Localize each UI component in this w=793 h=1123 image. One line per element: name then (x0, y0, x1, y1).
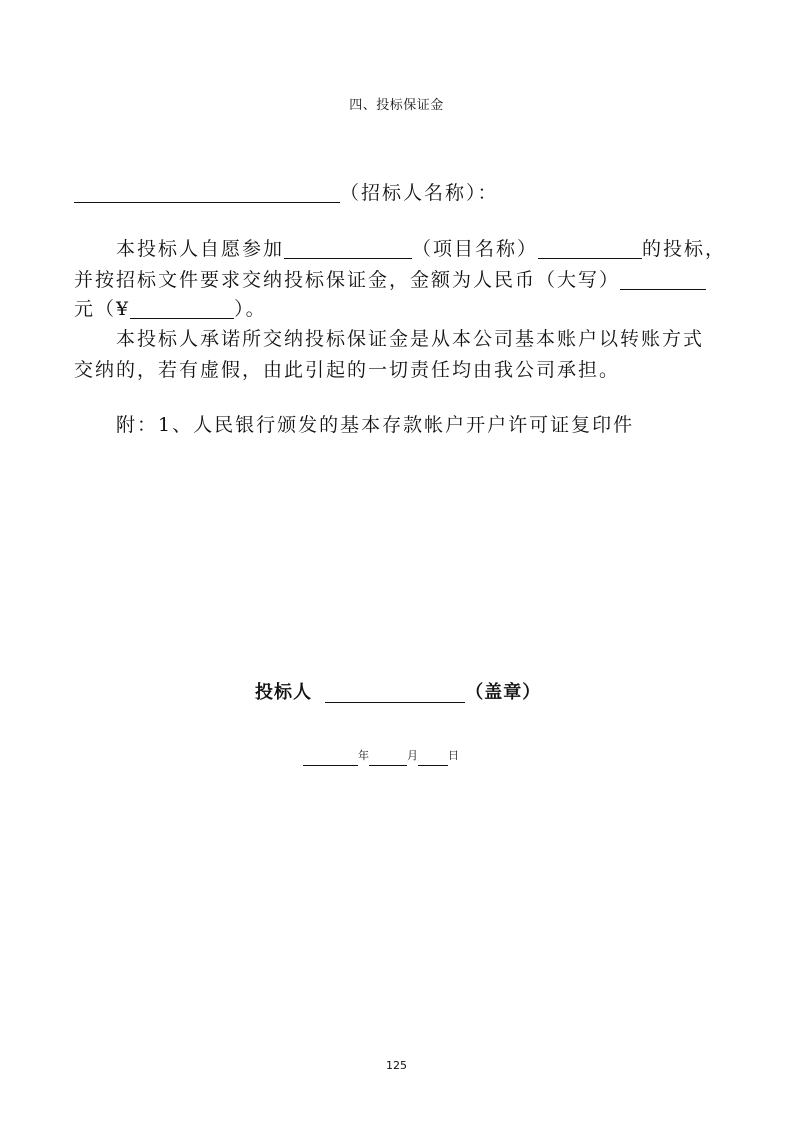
addressee-line (74, 180, 499, 206)
addressee-label: （招标人名称）： (340, 182, 499, 204)
bidder-name-blank (325, 682, 465, 703)
p2-line1-text: 本投标人承诺所交纳投标保证金是从本公司基本账户以转账方式 (116, 328, 705, 350)
project-participation-blank (284, 238, 412, 259)
bidder-label: 投标人 (255, 682, 312, 703)
paragraph1-line3 (74, 296, 267, 322)
day-blank (418, 745, 448, 766)
year-blank (303, 745, 358, 766)
paragraph1-line1 (116, 236, 726, 262)
year-label: 年 (358, 749, 369, 762)
project-name-label: （项目名称） (412, 238, 539, 260)
seal-label: （盖章） (465, 682, 542, 703)
p1-line1-end: 的投标， (642, 238, 727, 260)
p1-line1-start: 本投标人自愿参加 (116, 238, 285, 260)
p1-line2-text: 并按招标文件要求交纳投标保证金，金额为人民币（大写） (74, 269, 621, 291)
paragraph2-line2 (74, 357, 620, 383)
section-title: 四、投标保证金 (349, 98, 444, 113)
p1-line3-end: ）。 (234, 298, 267, 320)
amount-figures-blank (130, 298, 234, 319)
month-label: 月 (407, 749, 418, 762)
p2-line2-text: 交纳的，若有虚假，由此引起的一切责任均由我公司承担。 (74, 359, 621, 381)
signature-line (255, 680, 541, 706)
amount-words-blank (620, 269, 706, 290)
paragraph2-line1 (116, 326, 704, 352)
paragraph1-line2 (74, 267, 706, 293)
attachment-text: 附：1、人民银行颁发的基本存款帐户开户许可证复印件 (116, 414, 635, 436)
day-label: 日 (448, 749, 459, 762)
p1-yuan-label: 元（¥ (74, 298, 131, 320)
date-line (303, 740, 459, 769)
attachment-line (116, 412, 634, 438)
month-blank (369, 745, 407, 766)
tenderer-name-blank (74, 182, 340, 203)
project-name-blank (538, 238, 642, 259)
page-number: 125 (386, 1059, 407, 1072)
